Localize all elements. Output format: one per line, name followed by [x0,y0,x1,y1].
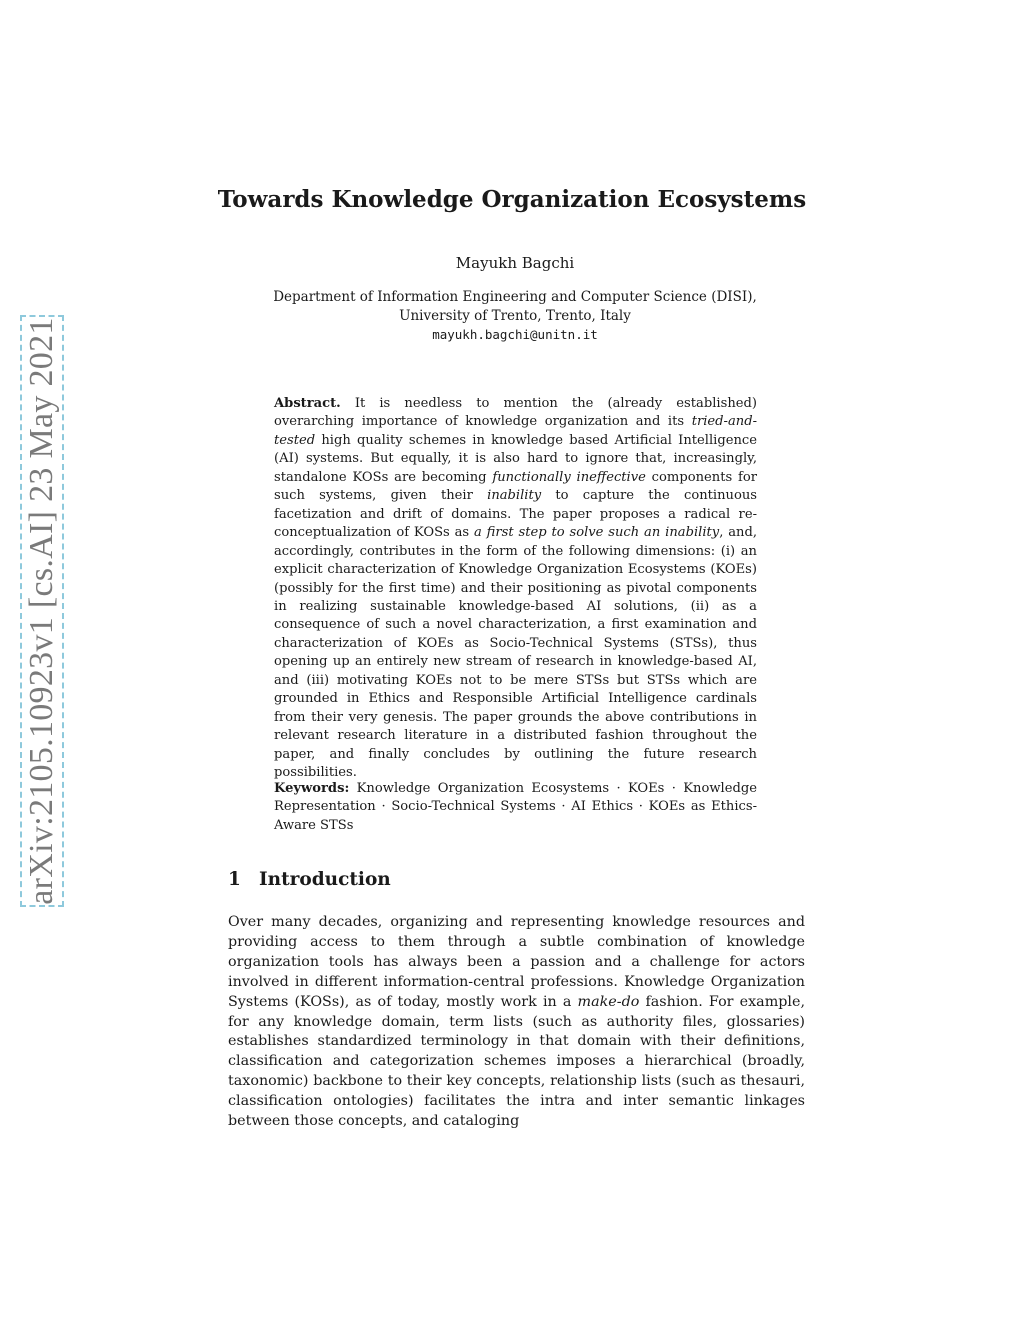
abstract-text: to capture the continuous facetization and drift of domains. The paper proposes a radical re-conceptualization of KOSs as [274,488,757,541]
section-number: 1 [228,869,241,890]
abstract-text: , and, accordingly, contributes in the form of the following dimensions: (i) an explicit characterization of Knowledge Organization Ecosystems (KOEs) (possibly for the first time) and their positioning as pivotal components in realizing sustainable knowledge-based AI solutions, (ii) as a consequence of such a novel characterization, a first examination and characterization of KOEs as Socio-Technical Systems (STSs), thus opening up an entirely new stream of research in knowledge-based AI, and (iii) motivating KOEs not to be mere STSs but STSs which are grounded in Ethics and Responsible Artificial Intelligence cardinals from their very genesis. The paper grounds the above contributions in relevant research literature in a distributed fashion throughout the paper, and finally concludes by outlining the future research possibilities. [274,525,758,781]
abstract-text: It is needless to mention the (already established) overarching importance of knowledge organization and its [274,396,757,430]
arxiv-identifier-text: arXiv:2105.10923v1 [cs.AI] 23 May 2021 [23,317,60,905]
section-title: Introduction [259,869,391,890]
intro-text: Over many decades, organizing and representing knowledge resources and providing access to them through a subtle combination of knowledge organization tools has always been a passion and a challenge for actors involved in different information-central professions. Knowledge Organization Systems (KOSs), as of today, mostly work in a [228,914,805,1010]
abstract-emphasis: functionally ineffective [492,469,646,485]
intro-text: fashion. For example, for any knowledge domain, term lists (such as authority files, glossaries) establishes standardized terminology in that domain with their definitions, classification and categorization schemes imposes a hierarchical (broadly, taxonomic) backbone to their key concepts, relationship lists (such as thesauri, classification ontologies) facilitates the intra and inter semantic linkages between those concepts, and cataloging [228,993,805,1130]
author-email: mayukh.bagchi@unitn.it [432,327,598,342]
abstract-emphasis: inability [487,488,542,504]
affiliation-university: University of Trento, Trento, Italy [399,308,631,324]
abstract-label: Abstract. [274,396,341,411]
keywords-paragraph [274,780,757,835]
abstract-emphasis: a first step to solve such an inability [474,525,720,541]
abstract-text: high quality schemes in knowledge based Artificial Intelligence (AI) systems. But equally, it is also hard to ignore that, increasingly, standalone KOSs are becoming [274,432,757,485]
keywords-label: Keywords: [274,781,350,796]
abstract-text: components for such systems, given their [274,469,757,504]
intro-emphasis: make-do [577,993,640,1010]
abstract-emphasis: tried-and-tested [274,414,757,448]
abstract-paragraph [274,395,757,783]
paper-title: Towards Knowledge Organization Ecosystems [217,186,807,213]
affiliation-department: Department of Information Engineering and Computer Science (DISI), [273,289,757,305]
keywords-text: Knowledge Organization Ecosystems · KOEs · Knowledge Representation · Socio-Technical Systems · AI Ethics · KOEs as Ethics-Aware STSs [274,781,757,833]
section-heading-introduction [228,869,391,890]
author-name: Mayukh Bagchi [455,254,575,272]
arxiv-identifier-stamp [20,315,64,907]
introduction-paragraph [228,913,805,1132]
